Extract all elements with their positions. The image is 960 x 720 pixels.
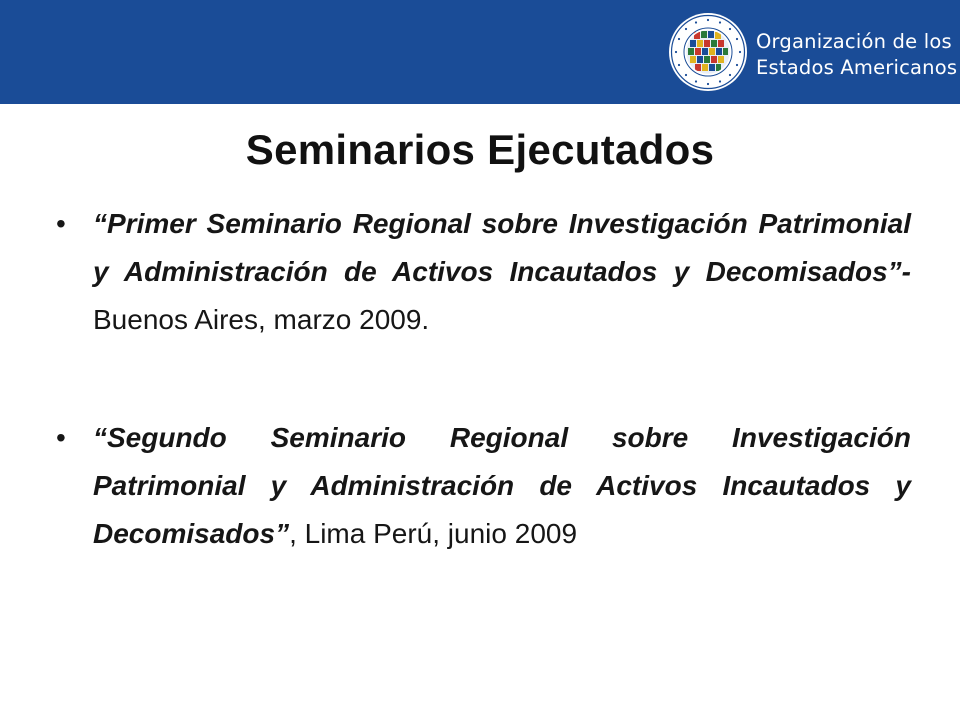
oas-seal-icon — [668, 12, 748, 92]
bullet-item-1 — [56, 200, 911, 344]
seminar-title-1: “Primer Seminario Regional sobre Investigación Patrimonial y Administración de Activos Incautados y Decomisados”- — [93, 208, 911, 287]
oas-logo — [668, 12, 960, 94]
seminar-detail-2: , Lima Perú, junio 2009 — [289, 518, 578, 549]
org-name-line2: Estados Americanos — [756, 56, 958, 79]
seminar-detail-1: Buenos Aires, marzo 2009. — [93, 304, 430, 335]
header-band — [0, 0, 960, 104]
slide-title: Seminarios Ejecutados — [245, 126, 715, 173]
org-name-line1: Organización de los — [756, 30, 952, 53]
bullet-dot: • — [56, 208, 66, 239]
bullet-dot: • — [56, 422, 66, 453]
bullet-list — [56, 200, 911, 558]
seminar-title-2: “Segundo Seminario Regional sobre Investigación Patrimonial y Administración de Activos Incautados y Decomisados” — [93, 422, 911, 549]
org-name — [756, 29, 957, 81]
bullet-item-2 — [56, 414, 911, 558]
